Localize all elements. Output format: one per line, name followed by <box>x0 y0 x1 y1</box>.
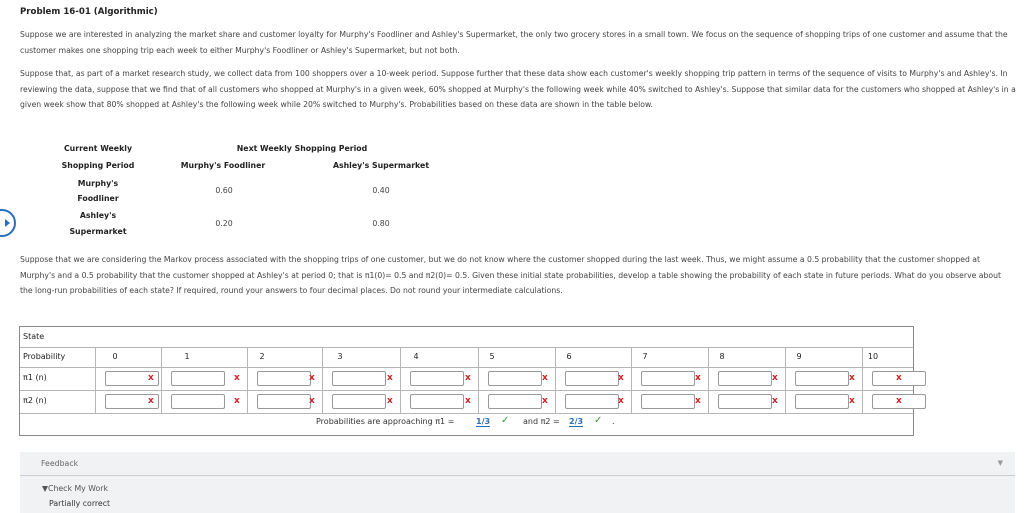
intro-paragraph: Suppose we are interested in analyzing the market share and customer loyalty for Murphy's Foodliner and Ashley's Supermarket, the only two grocery stores in a small town. We focus on the sequence of shopping trips of one customer and assume that the customer makes one shopping trip each week to either Murphy's Foodliner or Ashley's Supermarket, but not both. <box>20 30 1008 55</box>
col-current-header-1: Current Weekly <box>63 144 133 153</box>
pi1-row-label: π1 (n) <box>23 373 47 382</box>
period-header: 4 <box>413 352 419 361</box>
pi1-period-9-input[interactable] <box>718 371 772 386</box>
p-murphys-murphys: 0.60 <box>215 186 233 195</box>
pi1-period-10-incorrect-icon: x <box>896 373 902 383</box>
pi2-period-10-incorrect-icon: x <box>849 396 855 406</box>
pi1-period-2-input[interactable] <box>171 371 225 386</box>
pi1-period-6-input[interactable] <box>488 371 542 386</box>
pi1-period-2-incorrect-icon: x <box>234 373 240 383</box>
pi1-period-5-incorrect-icon: x <box>465 373 471 383</box>
period-header: 5 <box>489 352 495 361</box>
pi1-period-7-incorrect-icon: x <box>618 373 624 383</box>
column-divider <box>247 347 248 413</box>
pi2-period-4-incorrect-icon: x <box>387 396 393 406</box>
row2-divider <box>20 390 913 391</box>
pi1-period-4-input[interactable] <box>332 371 386 386</box>
pi1-period-5-input[interactable] <box>410 371 464 386</box>
pi2-period-1-incorrect-icon: x <box>148 396 154 406</box>
pi1-period-7-input[interactable] <box>565 371 619 386</box>
period-header: 7 <box>642 352 648 361</box>
pi2-period-3-input[interactable] <box>257 394 311 409</box>
play-arrow-icon <box>5 219 10 227</box>
pi1-period-9-incorrect-icon: x <box>772 373 778 383</box>
chevron-down-icon[interactable]: ▼ <box>997 459 1003 467</box>
problem-title: Problem 16-01 (Algorithmic) <box>20 7 158 17</box>
column-divider <box>708 347 709 413</box>
row-murphys-label-2: Foodliner <box>77 194 119 203</box>
header-row-divider <box>20 347 913 348</box>
pi2-period-5-incorrect-icon: x <box>465 396 471 406</box>
grading-status: Partially correct <box>49 499 111 508</box>
pi1-answer-field[interactable]: 1/3 <box>476 417 491 426</box>
column-divider <box>400 347 401 413</box>
side-nav-button[interactable] <box>0 209 16 237</box>
pi2-period-7-input[interactable] <box>565 394 619 409</box>
column-divider <box>555 347 556 413</box>
pi1-period-4-incorrect-icon: x <box>387 373 393 383</box>
p-ashleys-ashleys: 0.80 <box>372 219 390 228</box>
data-paragraph: Suppose that, as part of a market research study, we collect data from 100 shoppers over a 10-week period. Suppose further that these data show each customer's weekly shopping trip pattern in terms of the sequence of visits to Murphy's and Ashley's. In reviewing the data, suppose that we find that of all customers who shopped at Murphy's in a given week, 60% shopped at Murphy's the following week while 40% switched to Ashley's. Suppose that similar data for the customers who shopped at Ashley's in a given week show that 80% shopped at Ashley's the following week while 20% switched to Murphy's. Probabilities based on these data are shown in the table below. <box>20 69 1016 109</box>
pi1-period-3-input[interactable] <box>257 371 311 386</box>
pi2-period-6-incorrect-icon: x <box>542 396 548 406</box>
period-header: 6 <box>566 352 572 361</box>
question-paragraph: Suppose that we are considering the Markov process associated with the shopping trips of one customer, but we do not know where the customer shopped during the last week. Thus, we might assume a 0.5 probability that the customer shopped at Murphy's and a 0.5 probability that the customer shopped at Ashley's at period 0; that is π1(0)= 0.5 and π2(0)= 0.5. Given these initial state probabilities, develop a table showing the probability of each state in future periods. What do you observe about the long-run probabilities of each state? If required, round your answers to four decimal places. Do not round your intermediate calculations. <box>20 255 1001 295</box>
pi2-period-5-input[interactable] <box>410 394 464 409</box>
column-divider <box>478 347 479 413</box>
state-probability-table <box>19 326 914 436</box>
pi1-period-10-input[interactable] <box>795 371 849 386</box>
period-header: 3 <box>337 352 343 361</box>
period-header: 10 <box>867 352 879 361</box>
approach-mid: and π2 = <box>523 417 560 426</box>
pi1-period-1-incorrect-icon: x <box>148 373 154 383</box>
col-ashleys-header: Ashley's Supermarket <box>332 161 430 170</box>
header-state: State <box>23 332 45 341</box>
check-my-work-panel <box>20 476 1015 513</box>
pi1-period-10-incorrect-icon: x <box>849 373 855 383</box>
col-murphys-header: Murphy's Foodliner <box>180 161 266 170</box>
approach-end: . <box>612 417 615 426</box>
period-header: 1 <box>184 352 190 361</box>
column-divider <box>161 347 162 413</box>
pi2-period-8-incorrect-icon: x <box>695 396 701 406</box>
col-current-header-2: Shopping Period <box>61 161 135 170</box>
row-ashleys-label-2: Supermarket <box>69 227 127 236</box>
pi2-period-2-input[interactable] <box>171 394 225 409</box>
bottom-divider <box>20 413 913 414</box>
pi1-correct-icon: ✓ <box>501 415 510 426</box>
period-header: 2 <box>259 352 265 361</box>
pi2-period-6-input[interactable] <box>488 394 542 409</box>
pi2-answer-field[interactable]: 2/3 <box>569 417 584 426</box>
pi2-correct-icon: ✓ <box>594 415 603 426</box>
feedback-label: Feedback <box>41 459 79 468</box>
row-murphys-label-1: Murphy's <box>77 179 119 188</box>
row1-divider <box>20 367 913 368</box>
pi2-period-7-incorrect-icon: x <box>618 396 624 406</box>
check-my-work-toggle[interactable]: ▼Check My Work <box>42 484 109 493</box>
column-divider <box>862 347 863 413</box>
next-period-header: Next Weekly Shopping Period <box>236 144 368 153</box>
row-ashleys-label-1: Ashley's <box>79 211 117 220</box>
pi2-period-10-input[interactable] <box>795 394 849 409</box>
pi2-period-9-input[interactable] <box>718 394 772 409</box>
column-divider <box>322 347 323 413</box>
p-ashleys-murphys: 0.20 <box>215 219 233 228</box>
feedback-panel[interactable] <box>20 452 1015 476</box>
period-header: 8 <box>719 352 725 361</box>
pi2-period-3-incorrect-icon: x <box>309 396 315 406</box>
pi1-period-8-incorrect-icon: x <box>695 373 701 383</box>
period-header: 9 <box>796 352 802 361</box>
column-divider <box>631 347 632 413</box>
period-header: 0 <box>112 352 118 361</box>
pi2-period-4-input[interactable] <box>332 394 386 409</box>
header-probability: Probability <box>23 352 66 361</box>
pi2-period-8-input[interactable] <box>641 394 695 409</box>
pi1-period-6-incorrect-icon: x <box>542 373 548 383</box>
pi2-period-9-incorrect-icon: x <box>772 396 778 406</box>
pi2-period-10-incorrect-icon: x <box>896 396 902 406</box>
pi2-period-2-incorrect-icon: x <box>234 396 240 406</box>
approach-prefix: Probabilities are approaching π1 = <box>316 417 455 426</box>
pi2-row-label: π2 (n) <box>23 396 47 405</box>
column-divider <box>95 347 96 413</box>
pi1-period-8-input[interactable] <box>641 371 695 386</box>
p-murphys-ashleys: 0.40 <box>372 186 390 195</box>
pi1-period-3-incorrect-icon: x <box>309 373 315 383</box>
column-divider <box>785 347 786 413</box>
